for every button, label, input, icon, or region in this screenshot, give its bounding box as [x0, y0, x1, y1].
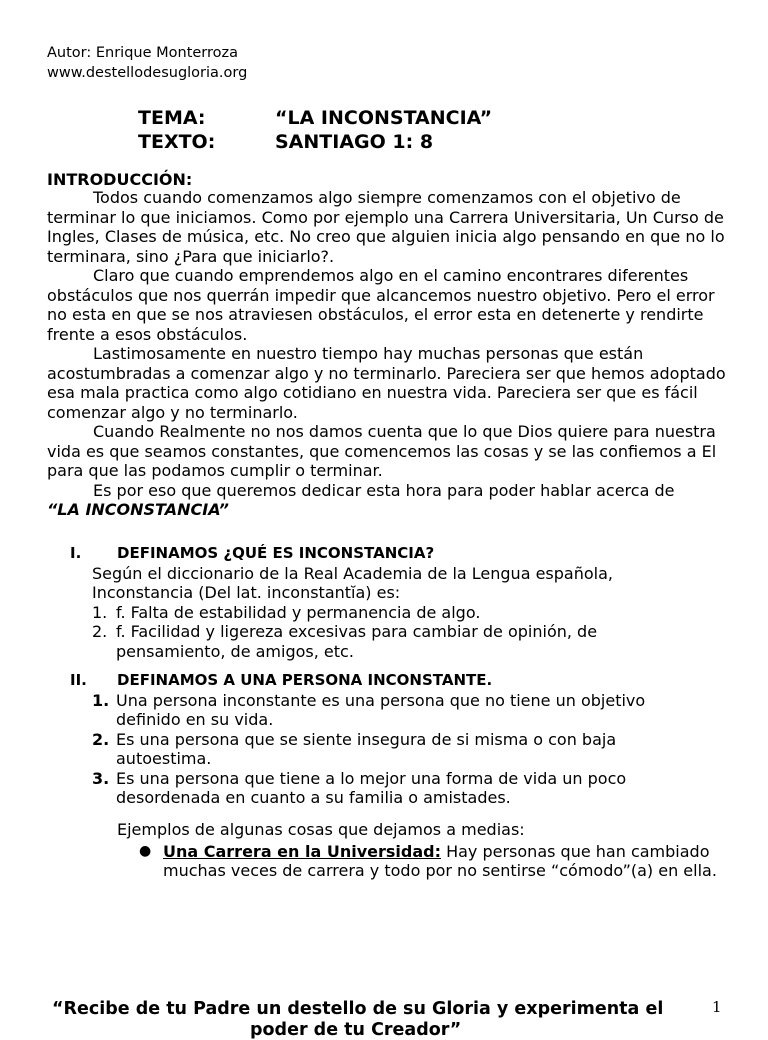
website-line: www.destellodesugloria.org [47, 64, 248, 81]
list-item-number: 1. [92, 690, 110, 710]
tema-value: “LA INCONSTANCIA” [275, 107, 493, 129]
section-1-numeral: I. [70, 544, 82, 562]
section-1 [70, 544, 670, 661]
tema-row [138, 106, 492, 130]
characteristics-list [92, 691, 690, 808]
intro-body [47, 188, 727, 520]
section-1-title: DEFINAMOS ¿QUÉ ES INCONSTANCIA? [117, 544, 435, 562]
intro-paragraph: Claro que cuando emprendemos algo en el camino encontrares diferentes obstáculos que nos querrán impedir que alcancemos nuestro objetivo. Pero el error no esta en que se nos atraviesen obstáculos, el error esta en detenerte y rendirte frente a esos obstáculos. [47, 266, 715, 344]
texto-value: SANTIAGO 1: 8 [275, 131, 434, 153]
section-2-numeral: II. [70, 671, 87, 689]
texto-label: TEXTO: [138, 131, 216, 153]
intro-heading: INTRODUCCIÓN: [47, 170, 193, 189]
bullet-item [117, 842, 717, 881]
section-2-body [92, 691, 690, 808]
list-item-number: 2. [92, 729, 110, 749]
list-item [92, 622, 670, 661]
intro-paragraph: Todos cuando comenzamos algo siempre comenzamos con el objetivo de terminar lo que iniciamos. Como por ejemplo una Carrera Universitaria, Un Curso de Ingles, Clases de música, etc. No creo que alguien inicia algo pensando en que no lo terminara, sino ¿Para que iniciarlo?. [47, 188, 725, 266]
tema-label: TEMA: [138, 107, 206, 129]
bullet-text: Hay personas que han cambiado muchas veces de carrera y todo por no sentirse “cómodo”(a) en ella. [163, 841, 717, 880]
section-2-title: DEFINAMOS A UNA PERSONA INCONSTANTE. [117, 671, 493, 689]
bullet-lead: Una Carrera en la Universidad: [163, 841, 441, 861]
intro-paragraph: Cuando Realmente no nos damos cuenta que lo que Dios quiere para nuestra vida es que seamos constantes, que comencemos las cosas y se las confiemos a El para que las podamos cumplir o terminar. [47, 422, 717, 480]
intro-paragraph: Es por eso que queremos dedicar esta hora para poder hablar acerca de [93, 480, 675, 500]
section-2 [70, 671, 690, 808]
list-item-text: Es una persona que tiene a lo mejor una forma de vida un poco desordenada en cuanto a su familia o amistades. [116, 768, 627, 807]
list-item [92, 603, 670, 623]
author-line: Autor: Enrique Monterroza [47, 45, 239, 61]
definition-term-line: Inconstancia (Del lat. inconstantĭa) es: [92, 583, 401, 602]
title-block [138, 106, 492, 154]
list-item-text: f. Facilidad y ligereza excesivas para cambiar de opinión, de pensamiento, de amigos, etc. [116, 622, 598, 661]
intro-paragraph: Lastimosamente en nuestro tiempo hay muchas personas que están acostumbradas a comenzar algo y no terminarlo. Pareciera ser que hemos adoptado esa mala practica como algo cotidiano en nuestra vida. Pareciera ser que es fácil comenzar algo y no terminarlo. [47, 344, 726, 422]
bullet-icon: ● [139, 842, 152, 859]
definition-list [92, 603, 670, 662]
document-header [47, 44, 247, 83]
definition-source-line: Según el diccionario de la Real Academia de la Lengua española, [92, 563, 613, 583]
list-item-text: f. Falta de estabilidad y permanencia de algo. [116, 602, 481, 622]
list-item-text: Es una persona que se siente insegura de si misma o con baja autoestima. [116, 729, 617, 768]
list-item-number: 1. [92, 602, 108, 622]
list-item [92, 730, 690, 769]
intro-closing-emphasis: “LA INCONSTANCIA” [47, 500, 229, 519]
examples-block [117, 820, 717, 881]
list-item-number: 3. [92, 768, 110, 788]
list-item-text: Una persona inconstante es una persona que no tiene un objetivo definido en su vida. [116, 690, 646, 729]
list-item [92, 769, 690, 808]
section-1-heading [70, 544, 670, 564]
page-number: 1 [712, 998, 722, 1016]
section-1-body [92, 564, 670, 662]
list-item-number: 2. [92, 622, 108, 641]
page-footer [0, 996, 768, 1040]
list-item [92, 691, 690, 730]
footer-quote-continued: poder de tu Creador” [250, 1020, 462, 1040]
texto-row [138, 130, 492, 154]
examples-intro: Ejemplos de algunas cosas que dejamos a medias: [117, 820, 525, 839]
footer-quote: “Recibe de tu Padre un destello de su Gloria y experimenta el [52, 999, 664, 1019]
section-2-heading [70, 671, 690, 691]
